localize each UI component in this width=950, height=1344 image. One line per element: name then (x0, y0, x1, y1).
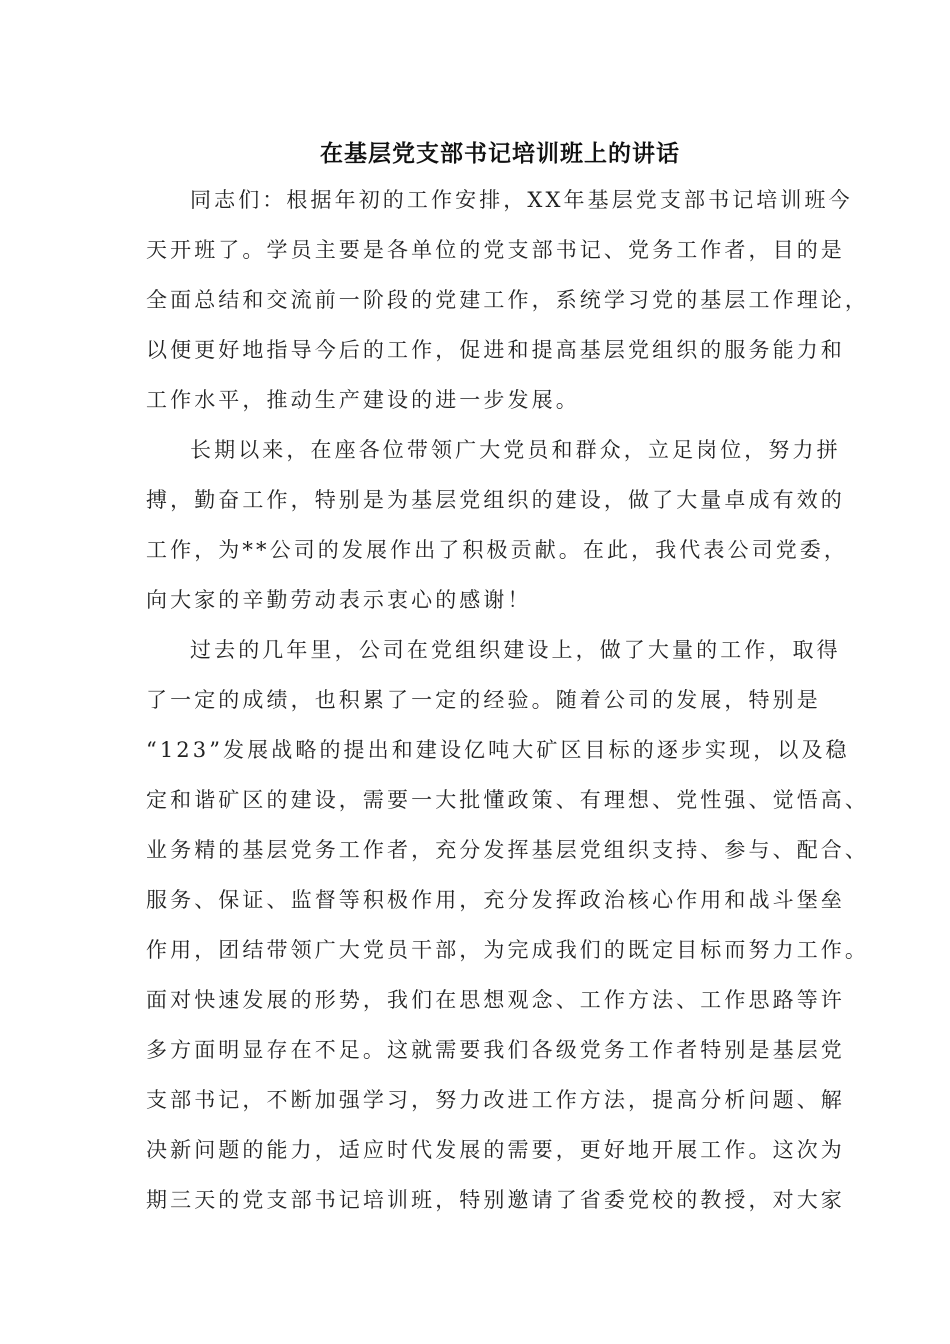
paragraph-3-line-10: 支部书记，不断加强学习，努力改进工作方法，提高分析问题、解 (146, 1088, 845, 1112)
paragraph-1-line-4: 以便更好地指导今后的工作，促进和提高基层党组织的服务能力和 (146, 338, 845, 362)
paragraph-3-line-7: 作用，团结带领广大党员干部，为完成我们的既定目标而努力工作。 (146, 938, 869, 962)
paragraph-1-line-5: 工作水平，推动生产建设的进一步发展。 (146, 388, 580, 412)
paragraph-3-line-1: 过去的几年里，公司在党组织建设上，做了大量的工作，取得 (190, 638, 841, 662)
paragraph-3-line-4: 定和谐矿区的建设，需要一大批懂政策、有理想、党性强、觉悟高、 (146, 788, 869, 812)
paragraph-2-line-3: 工作，为**公司的发展作出了积极贡献。在此，我代表公司党委， (146, 538, 848, 562)
paragraph-1-line-1: 同志们：根据年初的工作安排，XX年基层党支部书记培训班今 (190, 188, 853, 212)
paragraph-3-line-5: 业务精的基层党务工作者，充分发挥基层党组织支持、参与、配合、 (146, 838, 869, 862)
paragraph-3-line-9: 多方面明显存在不足。这就需要我们各级党务工作者特别是基层党 (146, 1038, 845, 1062)
paragraph-1-line-2: 天开班了。学员主要是各单位的党支部书记、党务工作者，目的是 (146, 238, 845, 262)
paragraph-3-line-3: “123”发展战略的提出和建设亿吨大矿区目标的逐步实现，以及稳 (146, 738, 850, 762)
paragraph-3-line-11: 决新问题的能力，适应时代发展的需要，更好地开展工作。这次为 (146, 1138, 845, 1162)
paragraph-3-line-6: 服务、保证、监督等积极作用，充分发挥政治核心作用和战斗堡垒 (146, 888, 845, 912)
document-title: 在基层党支部书记培训班上的讲话 (320, 140, 680, 167)
paragraph-3-line-2: 了一定的成绩，也积累了一定的经验。随着公司的发展，特别是 (146, 688, 821, 712)
paragraph-2-line-1: 长期以来，在座各位带领广大党员和群众，立足岗位，努力拼 (190, 438, 841, 462)
paragraph-3-line-12: 期三天的党支部书记培训班，特别邀请了省委党校的教授，对大家 (146, 1188, 845, 1212)
paragraph-3-line-8: 面对快速发展的形势，我们在思想观念、工作方法、工作思路等许 (146, 988, 845, 1012)
paragraph-2-line-2: 搏，勤奋工作，特别是为基层党组织的建设，做了大量卓成有效的 (146, 488, 845, 512)
paragraph-1-line-3: 全面总结和交流前一阶段的党建工作，系统学习党的基层工作理论， (146, 288, 869, 312)
paragraph-2-line-4: 向大家的辛勤劳动表示衷心的感谢！ (146, 588, 532, 612)
